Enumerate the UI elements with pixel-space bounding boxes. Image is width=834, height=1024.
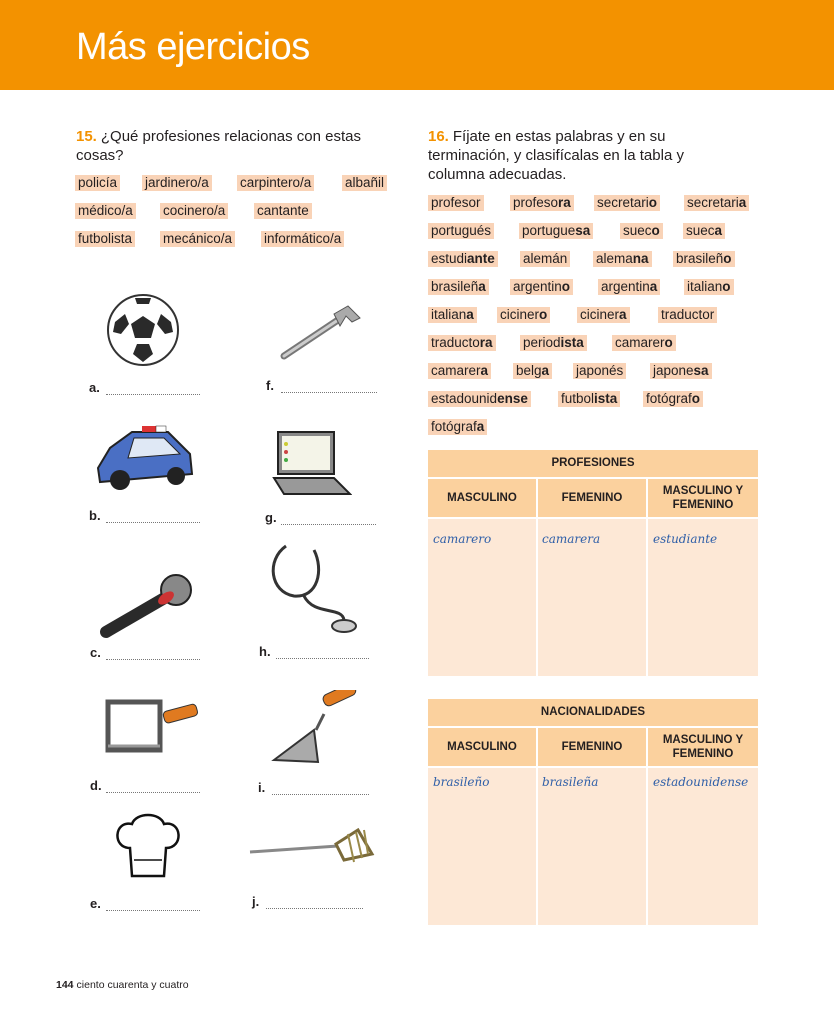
word-stem: italian: [431, 307, 467, 322]
word-stem: profeso: [513, 195, 559, 210]
word-ending: a: [478, 279, 486, 294]
word-ending: o: [723, 251, 732, 266]
word-ending: ante: [467, 251, 495, 266]
column-header: MASCULINO: [428, 479, 536, 517]
microphone-icon: [98, 566, 196, 642]
word-chip: [510, 279, 573, 295]
word-stem: brasileñ: [431, 279, 479, 294]
answer-line[interactable]: [106, 394, 200, 395]
word-chip: policía: [75, 175, 120, 191]
answer-line[interactable]: [106, 910, 200, 911]
word-ending: ense: [497, 391, 528, 406]
word-stem: ciciner: [500, 307, 540, 322]
word-chip: [673, 251, 735, 267]
word-stem: futbol: [561, 391, 595, 406]
word-chip: [558, 391, 620, 407]
word-chip: [428, 279, 489, 295]
word-chip: [684, 195, 749, 211]
chef-hat-icon: [112, 812, 184, 880]
word-stem: suec: [623, 223, 652, 238]
word-chip: futbolista: [75, 231, 135, 247]
item-letter: a.: [89, 380, 100, 395]
rake-icon: [248, 826, 376, 866]
item-letter: e.: [90, 896, 101, 911]
word-ending: o: [722, 279, 731, 294]
word-chip: [612, 335, 676, 351]
police-car-icon: [92, 420, 198, 496]
word-chip: cocinero/a: [160, 203, 228, 219]
word-chip: [428, 363, 491, 379]
word-chip: [520, 335, 587, 351]
word-stem: suec: [686, 223, 715, 238]
answer-line[interactable]: [272, 794, 369, 795]
word-ending: a: [649, 279, 658, 294]
word-ending: a: [466, 307, 474, 322]
word-chip: [684, 279, 734, 295]
column-header: MASCULINO: [428, 728, 536, 766]
exercise-16-text: Fíjate en estas palabras y en su terminación, y clasifícalas en la tabla y columna adecuadas.: [428, 128, 684, 183]
word-stem: alemán: [523, 251, 568, 266]
hacksaw-icon: [104, 696, 204, 758]
page-title: Más ejercicios: [76, 26, 310, 68]
word-stem: japone: [653, 363, 694, 378]
word-chip: albañil: [342, 175, 387, 191]
answer-line[interactable]: [281, 524, 376, 525]
item-letter: i.: [258, 780, 266, 795]
column-header: MASCULINO Y FEMENINO: [648, 728, 758, 766]
page-number-text: ciento cuarenta y cuatro: [76, 979, 189, 991]
word-chip: [643, 391, 703, 407]
word-stem: fotógraf: [431, 419, 477, 434]
answer-line[interactable]: [106, 659, 200, 660]
word-stem: italian: [687, 279, 723, 294]
word-ending: na: [632, 251, 649, 266]
item-letter: j.: [252, 894, 260, 909]
word-chip: carpintero/a: [237, 175, 314, 191]
word-stem: portugue: [522, 223, 576, 238]
word-chip: [598, 279, 660, 295]
word-chip: [577, 307, 630, 323]
word-chip: [428, 335, 496, 351]
word-ending: o: [664, 335, 673, 350]
word-chip: [428, 251, 498, 267]
handwritten-answer: camarera: [542, 532, 601, 546]
word-chip: [513, 363, 552, 379]
column-header: FEMENINO: [538, 479, 646, 517]
word-chip: [594, 195, 660, 211]
word-chip: [658, 307, 717, 323]
answer-line[interactable]: [106, 522, 200, 523]
word-chip: [428, 307, 477, 323]
word-ending: o: [651, 223, 660, 238]
word-chip: [428, 195, 484, 211]
wrench-icon: [276, 300, 366, 364]
word-chip: [620, 223, 663, 239]
word-ending: ra: [558, 195, 571, 210]
word-stem: profesor: [431, 195, 481, 210]
item-letter: c.: [90, 645, 101, 660]
word-chip: [428, 391, 531, 407]
answer-line[interactable]: [276, 658, 369, 659]
word-stem: traducto: [431, 335, 480, 350]
word-ending: ista: [560, 335, 584, 350]
word-stem: argentin: [513, 279, 562, 294]
item-letter: f.: [266, 378, 274, 393]
item-letter: g.: [265, 510, 277, 525]
item-letter: d.: [90, 778, 102, 793]
answer-line[interactable]: [266, 908, 363, 909]
exercise-15-prompt: [76, 127, 406, 165]
word-stem: belg: [516, 363, 542, 378]
word-chip: médico/a: [75, 203, 136, 219]
answer-line[interactable]: [106, 792, 200, 793]
word-ending: a: [541, 363, 550, 378]
answer-line[interactable]: [281, 392, 377, 393]
word-stem: traductor: [661, 307, 715, 322]
word-chip: jardinero/a: [142, 175, 212, 191]
word-chip: informático/a: [261, 231, 344, 247]
word-stem: argentin: [601, 279, 650, 294]
item-letter: b.: [89, 508, 101, 523]
word-stem: period: [523, 335, 561, 350]
word-stem: fotógraf: [646, 391, 692, 406]
word-ending: o: [691, 391, 701, 406]
exercise-15-text: ¿Qué profesiones relacionas con estas cosas?: [76, 128, 362, 164]
word-ending: ra: [479, 335, 493, 350]
word-chip: mecánico/a: [160, 231, 235, 247]
column-header: MASCULINO Y FEMENINO: [648, 479, 758, 517]
word-ending: sa: [575, 223, 591, 238]
word-ending: a: [476, 419, 485, 434]
word-ending: o: [648, 195, 658, 210]
word-stem: secretari: [597, 195, 649, 210]
item-letter: h.: [259, 644, 271, 659]
handwritten-answer: estudiante: [653, 532, 718, 546]
word-stem: secretari: [687, 195, 739, 210]
word-chip: [573, 363, 626, 379]
word-ending: a: [619, 307, 627, 322]
word-stem: alema: [596, 251, 633, 266]
exercise-16-number: 16.: [428, 128, 449, 145]
word-chip: [428, 419, 487, 435]
page-number: 144: [56, 979, 74, 991]
word-ending: a: [714, 223, 723, 238]
page-footer: [56, 979, 189, 991]
word-stem: japonés: [576, 363, 624, 378]
page-header: [0, 0, 834, 90]
word-stem: portugués: [431, 223, 492, 238]
word-chip: [593, 251, 652, 267]
word-ending: a: [480, 363, 489, 378]
word-stem: camarer: [615, 335, 665, 350]
word-stem: estadounid: [431, 391, 498, 406]
table-title: PROFESIONES: [428, 450, 758, 477]
word-chip: [428, 223, 494, 239]
stethoscope-icon: [264, 536, 364, 636]
word-ending: a: [738, 195, 747, 210]
table-title: NACIONALIDADES: [428, 699, 758, 726]
word-ending: sa: [693, 363, 709, 378]
word-chip: cantante: [254, 203, 312, 219]
handwritten-answer: brasileño: [433, 775, 490, 789]
exercise-16-prompt: [428, 127, 738, 184]
handwritten-answer: camarero: [433, 532, 492, 546]
handwritten-answer: estadounidense: [653, 775, 749, 789]
word-chip: [510, 195, 574, 211]
trowel-icon: [268, 690, 362, 766]
soccer-ball-icon: [105, 292, 181, 368]
word-chip: [683, 223, 725, 239]
word-ending: o: [539, 307, 548, 322]
exercise-15-number: 15.: [76, 128, 97, 145]
word-chip: [520, 251, 570, 267]
professions-table: [428, 450, 758, 676]
word-stem: brasileñ: [676, 251, 724, 266]
word-chip: [519, 223, 593, 239]
word-stem: ciciner: [580, 307, 620, 322]
word-stem: estudi: [431, 251, 468, 266]
nationalities-table: [428, 699, 758, 925]
laptop-icon: [270, 430, 352, 502]
word-stem: camarer: [431, 363, 481, 378]
word-ending: ista: [594, 391, 618, 406]
word-chip: [650, 363, 712, 379]
handwritten-answer: brasileña: [542, 775, 599, 789]
word-chip: [497, 307, 550, 323]
word-ending: o: [561, 279, 571, 294]
column-header: FEMENINO: [538, 728, 646, 766]
